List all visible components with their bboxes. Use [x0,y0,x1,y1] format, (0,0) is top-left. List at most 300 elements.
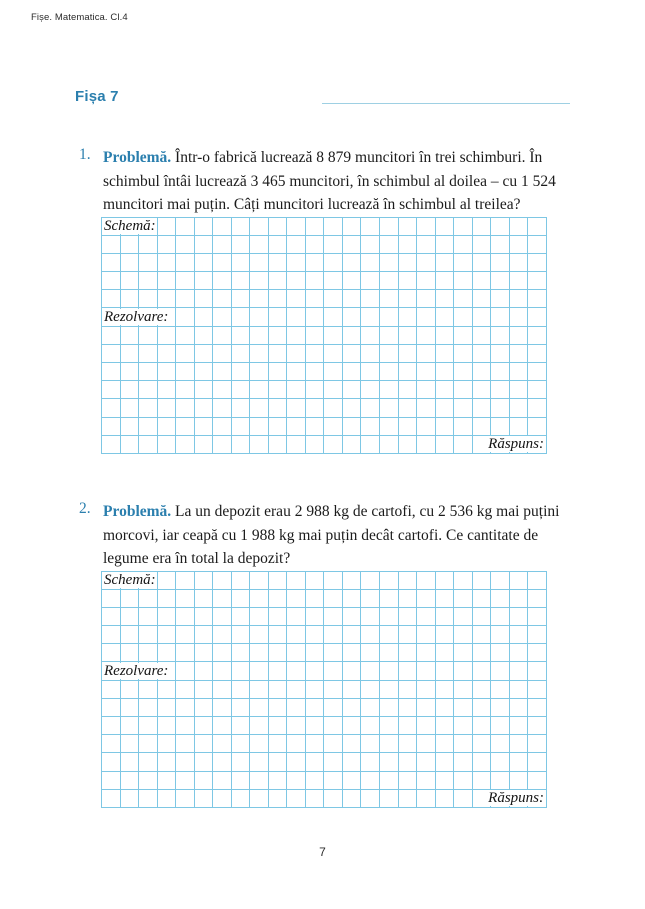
grid-cell[interactable] [268,326,287,344]
grid-cell[interactable] [417,589,436,607]
grid-cell[interactable] [176,326,195,344]
grid-cell[interactable] [157,698,176,716]
grid-cell[interactable] [509,735,528,753]
grid-cell[interactable] [231,698,250,716]
grid-cell[interactable] [509,253,528,271]
grid-cell[interactable] [417,771,436,789]
grid-cell[interactable] [157,717,176,735]
grid-cell[interactable] [472,363,491,381]
grid-cell[interactable] [287,589,306,607]
grid-cell[interactable] [528,735,547,753]
grid-cell[interactable] [472,680,491,698]
grid-cell[interactable] [287,399,306,417]
grid-cell[interactable] [454,607,473,625]
grid-cell[interactable] [324,235,343,253]
grid-cell[interactable] [250,735,269,753]
grid-cell[interactable] [102,571,156,589]
grid-cell[interactable] [379,235,398,253]
grid-cell[interactable] [305,290,324,308]
grid-cell[interactable] [268,381,287,399]
grid-row[interactable] [102,607,547,625]
grid-row[interactable] [102,217,547,235]
grid-cell[interactable] [305,235,324,253]
grid-cell[interactable] [120,326,139,344]
grid-cell[interactable] [379,308,398,326]
grid-cell[interactable] [435,381,454,399]
grid-cell[interactable] [528,381,547,399]
grid-cell[interactable] [342,644,361,662]
grid-cell[interactable] [102,644,121,662]
grid-cell[interactable] [102,417,121,435]
grid-cell[interactable] [398,717,417,735]
grid-cell[interactable] [305,571,324,589]
grid-cell[interactable] [268,680,287,698]
grid-cell[interactable] [305,753,324,771]
grid-cell[interactable] [342,235,361,253]
grid-cell[interactable] [361,735,380,753]
grid-cell[interactable] [287,626,306,644]
grid-cell[interactable] [194,753,213,771]
grid-cell[interactable] [231,381,250,399]
grid-cell[interactable] [139,698,158,716]
grid-cell[interactable] [435,571,454,589]
grid-cell[interactable] [454,217,473,235]
grid-cell[interactable] [139,735,158,753]
grid-row[interactable] [102,363,547,381]
grid-cell[interactable] [509,698,528,716]
grid-cell[interactable] [509,607,528,625]
grid-cell[interactable] [435,607,454,625]
grid-cell[interactable] [379,735,398,753]
grid-row[interactable] [102,381,547,399]
grid-cell[interactable] [176,753,195,771]
grid-cell[interactable] [231,735,250,753]
grid-cell[interactable] [398,644,417,662]
grid-cell[interactable] [398,290,417,308]
grid-cell[interactable] [435,344,454,362]
grid-cell[interactable] [324,607,343,625]
grid-row[interactable] [102,589,547,607]
grid-cell[interactable] [435,399,454,417]
grid-cell[interactable] [176,735,195,753]
grid-cell[interactable] [250,644,269,662]
grid-row[interactable] [102,235,547,253]
grid-cell[interactable] [509,644,528,662]
grid-cell[interactable] [435,235,454,253]
grid-cell[interactable] [213,308,232,326]
grid-cell[interactable] [120,381,139,399]
grid-cell[interactable] [398,272,417,290]
grid-cell[interactable] [102,253,121,271]
grid-cell[interactable] [213,381,232,399]
grid-cell[interactable] [342,363,361,381]
grid-cell[interactable] [509,626,528,644]
grid-cell[interactable] [361,435,380,453]
grid-cell[interactable] [176,717,195,735]
grid-cell[interactable] [435,417,454,435]
grid-cell[interactable] [120,680,139,698]
grid-cell[interactable] [305,435,324,453]
grid-cell[interactable] [213,789,232,807]
grid-cell[interactable] [528,662,547,680]
grid-cell[interactable] [120,399,139,417]
grid-cell[interactable] [324,735,343,753]
grid-cell[interactable] [417,435,436,453]
grid-cell[interactable] [361,698,380,716]
grid-cell[interactable] [231,589,250,607]
grid-cell[interactable] [379,344,398,362]
grid-cell[interactable] [472,644,491,662]
grid-cell[interactable] [213,626,232,644]
grid-cell[interactable] [342,217,361,235]
grid-cell[interactable] [250,680,269,698]
grid-cell[interactable] [398,435,417,453]
grid-cell[interactable] [324,717,343,735]
grid-cell[interactable] [398,753,417,771]
grid-cell[interactable] [324,789,343,807]
grid-cell[interactable] [417,363,436,381]
grid-cell[interactable] [213,272,232,290]
grid-cell[interactable] [120,607,139,625]
grid-cell[interactable] [102,272,121,290]
grid-row[interactable] [102,626,547,644]
grid-cell[interactable] [454,326,473,344]
grid-cell[interactable] [194,717,213,735]
grid-cell[interactable] [398,308,417,326]
grid-cell[interactable] [231,644,250,662]
grid-cell[interactable] [488,789,547,807]
grid-cell[interactable] [102,698,121,716]
grid-cell[interactable] [139,607,158,625]
grid-cell[interactable] [491,308,510,326]
grid-cell[interactable] [139,344,158,362]
grid-cell[interactable] [157,435,176,453]
grid-cell[interactable] [491,571,510,589]
grid-cell[interactable] [491,363,510,381]
grid-cell[interactable] [157,217,176,235]
grid-cell[interactable] [417,789,436,807]
grid-cell[interactable] [528,326,547,344]
grid-row[interactable] [102,771,547,789]
grid-cell[interactable] [250,272,269,290]
grid-cell[interactable] [528,753,547,771]
grid-cell[interactable] [435,272,454,290]
grid-cell[interactable] [231,789,250,807]
grid-cell[interactable] [417,626,436,644]
grid-cell[interactable] [342,326,361,344]
grid-cell[interactable] [379,381,398,399]
grid-cell[interactable] [176,589,195,607]
grid-cell[interactable] [287,417,306,435]
grid-cell[interactable] [491,399,510,417]
grid-cell[interactable] [435,435,454,453]
grid-cell[interactable] [157,326,176,344]
grid-cell[interactable] [435,217,454,235]
grid-cell[interactable] [213,607,232,625]
grid-cell[interactable] [454,363,473,381]
grid-cell[interactable] [324,680,343,698]
grid-cell[interactable] [268,363,287,381]
grid-cell[interactable] [361,644,380,662]
grid-cell[interactable] [379,326,398,344]
grid-cell[interactable] [435,644,454,662]
grid-cell[interactable] [324,435,343,453]
grid-cell[interactable] [305,680,324,698]
grid-cell[interactable] [379,571,398,589]
grid-cell[interactable] [305,644,324,662]
grid-cell[interactable] [454,644,473,662]
grid-cell[interactable] [194,235,213,253]
grid-cell[interactable] [417,571,436,589]
grid-cell[interactable] [231,626,250,644]
grid-cell[interactable] [176,235,195,253]
grid-cell[interactable] [213,644,232,662]
grid-cell[interactable] [157,381,176,399]
grid-cell[interactable] [305,771,324,789]
grid-cell[interactable] [472,735,491,753]
grid-cell[interactable] [250,235,269,253]
grid-cell[interactable] [176,662,195,680]
grid-cell[interactable] [472,217,491,235]
grid-cell[interactable] [213,326,232,344]
grid-cell[interactable] [194,626,213,644]
grid-cell[interactable] [324,308,343,326]
grid-cell[interactable] [287,644,306,662]
grid-cell[interactable] [102,589,121,607]
grid-cell[interactable] [472,235,491,253]
grid-cell[interactable] [213,217,232,235]
grid-cell[interactable] [268,290,287,308]
grid-cell[interactable] [231,363,250,381]
grid-cell[interactable] [454,571,473,589]
grid-cell[interactable] [361,290,380,308]
grid-cell[interactable] [454,771,473,789]
grid-cell[interactable] [324,644,343,662]
grid-cell[interactable] [361,235,380,253]
grid-cell[interactable] [361,253,380,271]
grid-cell[interactable] [287,344,306,362]
grid-cell[interactable] [213,717,232,735]
grid-cell[interactable] [379,789,398,807]
grid-cell[interactable] [305,399,324,417]
grid-cell[interactable] [361,326,380,344]
grid-row[interactable] [102,272,547,290]
grid-cell[interactable] [102,308,169,326]
grid-cell[interactable] [509,717,528,735]
grid-cell[interactable] [139,589,158,607]
grid-cell[interactable] [176,571,195,589]
grid-cell[interactable] [342,344,361,362]
grid-cell[interactable] [157,680,176,698]
grid-cell[interactable] [472,698,491,716]
grid-cell[interactable] [342,698,361,716]
grid-cell[interactable] [287,363,306,381]
grid-cell[interactable] [472,662,491,680]
grid-cell[interactable] [454,735,473,753]
grid-cell[interactable] [250,363,269,381]
grid-cell[interactable] [194,735,213,753]
grid-cell[interactable] [213,662,232,680]
grid-cell[interactable] [102,753,121,771]
grid-cell[interactable] [287,308,306,326]
grid-cell[interactable] [194,344,213,362]
grid-cell[interactable] [250,344,269,362]
grid-cell[interactable] [342,771,361,789]
grid-cell[interactable] [120,290,139,308]
grid-cell[interactable] [361,626,380,644]
grid-cell[interactable] [528,308,547,326]
grid-cell[interactable] [250,435,269,453]
grid-cell[interactable] [102,662,169,680]
grid-cell[interactable] [287,235,306,253]
grid-cell[interactable] [102,344,121,362]
grid-cell[interactable] [250,381,269,399]
grid-cell[interactable] [528,571,547,589]
grid-cell[interactable] [472,753,491,771]
grid-cell[interactable] [305,662,324,680]
grid-cell[interactable] [194,417,213,435]
grid-cell[interactable] [324,417,343,435]
grid-cell[interactable] [287,217,306,235]
grid-cell[interactable] [491,680,510,698]
grid-cell[interactable] [379,698,398,716]
grid-cell[interactable] [268,253,287,271]
grid-cell[interactable] [379,680,398,698]
grid-cell[interactable] [120,789,139,807]
grid-cell[interactable] [305,326,324,344]
grid-cell[interactable] [176,417,195,435]
grid-cell[interactable] [324,626,343,644]
grid-cell[interactable] [509,235,528,253]
grid-cell[interactable] [250,717,269,735]
grid-cell[interactable] [435,363,454,381]
grid-cell[interactable] [231,217,250,235]
grid-cell[interactable] [528,290,547,308]
grid-cell[interactable] [324,344,343,362]
grid-cell[interactable] [305,735,324,753]
grid-cell[interactable] [287,290,306,308]
grid-cell[interactable] [268,644,287,662]
grid-cell[interactable] [417,290,436,308]
grid-cell[interactable] [398,789,417,807]
grid-cell[interactable] [102,607,121,625]
grid-cell[interactable] [435,326,454,344]
grid-cell[interactable] [139,235,158,253]
grid-cell[interactable] [398,771,417,789]
grid-cell[interactable] [398,326,417,344]
grid-row[interactable] [102,435,547,453]
grid-cell[interactable] [528,417,547,435]
grid-cell[interactable] [268,735,287,753]
grid-cell[interactable] [472,571,491,589]
grid-cell[interactable] [102,217,156,235]
grid-cell[interactable] [176,253,195,271]
grid-cell[interactable] [194,272,213,290]
grid-cell[interactable] [342,417,361,435]
grid-cell[interactable] [491,771,510,789]
grid-cell[interactable] [491,253,510,271]
grid-cell[interactable] [268,771,287,789]
grid-cell[interactable] [287,435,306,453]
grid-cell[interactable] [342,735,361,753]
grid-cell[interactable] [231,435,250,453]
grid-cell[interactable] [361,344,380,362]
grid-cell[interactable] [509,326,528,344]
grid-cell[interactable] [139,399,158,417]
grid-row[interactable] [102,753,547,771]
grid-cell[interactable] [361,571,380,589]
grid-cell[interactable] [213,417,232,435]
grid-cell[interactable] [287,735,306,753]
grid-cell[interactable] [398,399,417,417]
grid-cell[interactable] [287,326,306,344]
grid-cell[interactable] [231,717,250,735]
grid-cell[interactable] [139,626,158,644]
grid-cell[interactable] [120,753,139,771]
grid-cell[interactable] [435,753,454,771]
grid-cell[interactable] [194,589,213,607]
grid-cell[interactable] [454,717,473,735]
grid-cell[interactable] [157,363,176,381]
grid-cell[interactable] [139,435,158,453]
grid-cell[interactable] [398,344,417,362]
grid-cell[interactable] [398,607,417,625]
grid-cell[interactable] [213,753,232,771]
grid-cell[interactable] [231,753,250,771]
grid-cell[interactable] [454,589,473,607]
grid-cell[interactable] [417,607,436,625]
grid-cell[interactable] [324,571,343,589]
grid-cell[interactable] [157,753,176,771]
grid-cell[interactable] [324,753,343,771]
grid-cell[interactable] [417,753,436,771]
grid-cell[interactable] [361,680,380,698]
grid-cell[interactable] [102,235,121,253]
grid-cell[interactable] [157,235,176,253]
grid-cell[interactable] [454,435,473,453]
grid-cell[interactable] [305,363,324,381]
grid-cell[interactable] [509,217,528,235]
grid-cell[interactable] [528,680,547,698]
grid-cell[interactable] [379,589,398,607]
grid-cell[interactable] [176,789,195,807]
grid-cell[interactable] [268,662,287,680]
grid-cell[interactable] [231,253,250,271]
worksheet-grid-1[interactable] [101,217,547,454]
grid-cell[interactable] [472,626,491,644]
grid-cell[interactable] [361,662,380,680]
grid-cell[interactable] [528,607,547,625]
grid-cell[interactable] [472,399,491,417]
grid-cell[interactable] [194,253,213,271]
grid-cell[interactable] [324,381,343,399]
grid-cell[interactable] [342,381,361,399]
grid-cell[interactable] [120,417,139,435]
grid-cell[interactable] [398,662,417,680]
grid-cell[interactable] [102,680,121,698]
grid-cell[interactable] [379,626,398,644]
grid-cell[interactable] [139,381,158,399]
grid-cell[interactable] [176,771,195,789]
grid-cell[interactable] [417,308,436,326]
grid-cell[interactable] [176,680,195,698]
grid-cell[interactable] [231,417,250,435]
grid-cell[interactable] [139,680,158,698]
grid-cell[interactable] [417,417,436,435]
grid-cell[interactable] [472,589,491,607]
grid-cell[interactable] [250,698,269,716]
grid-cell[interactable] [472,253,491,271]
